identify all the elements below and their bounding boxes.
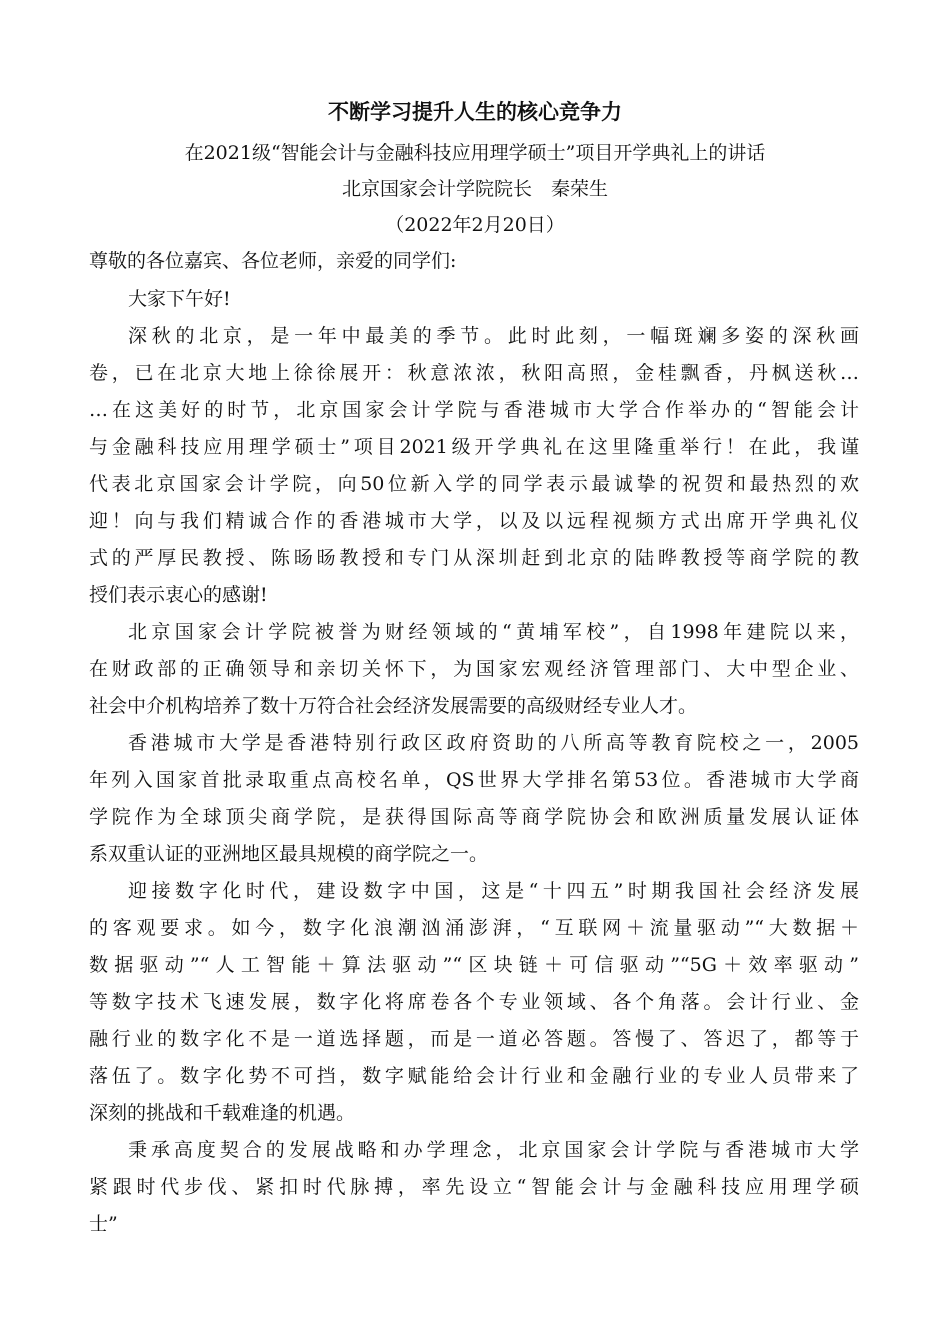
paragraph-3-line: 系双重认证的亚洲地区最具规模的商学院之一。 (89, 843, 489, 865)
document-date: （2022年2月20日） (385, 214, 565, 236)
paragraph-2-line: 社会中介机构培养了数十万符合社会经济发展需要的高级财经专业人才。 (89, 695, 698, 717)
paragraph-3-line: 香港城市大学是香港特别行政区政府资助的八所高等教育院校之一，2005 (128, 732, 859, 754)
paragraph-1-line: …在这美好的时节，北京国家会计学院与香港城市大学合作举办的“智能会计 (89, 399, 859, 421)
paragraph-1-line: 与金融科技应用理学硕士”项目2021级开学典礼在这里隆重举行！在此，我谨 (89, 436, 859, 458)
paragraph-2-line: 北京国家会计学院被誉为财经领域的“黄埔军校”，自1998年建院以来， (128, 621, 859, 643)
paragraph-2-line: 在财政部的正确领导和亲切关怀下，为国家宏观经济管理部门、大中型企业、 (89, 658, 859, 680)
paragraph-3-line: 年列入国家首批录取重点高校名单，QS世界大学排名第53位。香港城市大学商 (89, 769, 859, 791)
salutation: 尊敬的各位嘉宾、各位老师，亲爱的同学们: (89, 250, 457, 272)
paragraph-1-line: 代表北京国家会计学院，向50位新入学的同学表示最诚挚的祝贺和最热烈的欢 (89, 473, 859, 495)
paragraph-1-line: 迎！向与我们精诚合作的香港城市大学，以及以远程视频方式出席开学典礼仪 (89, 510, 859, 532)
paragraph-4-line: 数据驱动”“人工智能＋算法驱动”“区块链＋可信驱动”“5G＋效率驱动” (89, 954, 859, 976)
paragraph-5-line: 秉承高度契合的发展战略和办学理念，北京国家会计学院与香港城市大学 (128, 1139, 859, 1161)
paragraph-3-line: 学院作为全球顶尖商学院，是获得国际高等商学院协会和欧洲质量发展认证体 (89, 806, 859, 828)
paragraph-4-line: 的客观要求。如今，数字化浪潮汹涌澎湃，“互联网＋流量驱动”“大数据＋ (89, 917, 859, 939)
document-author: 北京国家会计学院院长 秦荣生 (341, 178, 608, 200)
paragraph-4-line: 等数字技术飞速发展，数字化将席卷各个专业领域、各个角落。会计行业、金 (89, 991, 859, 1013)
paragraph-1-line: 式的严厚民教授、陈旸旸教授和专门从深圳赶到北京的陆晔教授等商学院的教 (89, 547, 859, 569)
document-subtitle: 在2021级“智能会计与金融科技应用理学硕士”项目开学典礼上的讲话 (184, 142, 766, 164)
paragraph-1-line: 授们表示衷心的感谢! (89, 584, 268, 606)
paragraph-4-line: 深刻的挑战和千载难逢的机遇。 (89, 1102, 356, 1124)
paragraph-1-line: 卷，已在北京大地上徐徐展开：秋意浓浓，秋阳高照，金桂飘香，丹枫送秋… (89, 362, 859, 384)
document-title: 不断学习提升人生的核心竞争力 (328, 99, 622, 124)
paragraph-4-line: 迎接数字化时代，建设数字中国，这是“十四五”时期我国社会经济发展 (128, 880, 859, 902)
paragraph-1-line: 深秋的北京，是一年中最美的季节。此时此刻，一幅斑斓多姿的深秋画 (128, 325, 859, 347)
paragraph-4-line: 落伍了。数字化势不可挡，数字赋能给会计行业和金融行业的专业人员带来了 (89, 1065, 859, 1087)
paragraph-5-line: 士” (89, 1213, 118, 1235)
paragraph-4-line: 融行业的数字化不是一道选择题，而是一道必答题。答慢了、答迟了，都等于 (89, 1028, 859, 1050)
paragraph-5-line: 紧跟时代步伐、紧扣时代脉搏，率先设立“智能会计与金融科技应用理学硕 (89, 1176, 859, 1198)
greeting: 大家下午好! (128, 288, 231, 310)
